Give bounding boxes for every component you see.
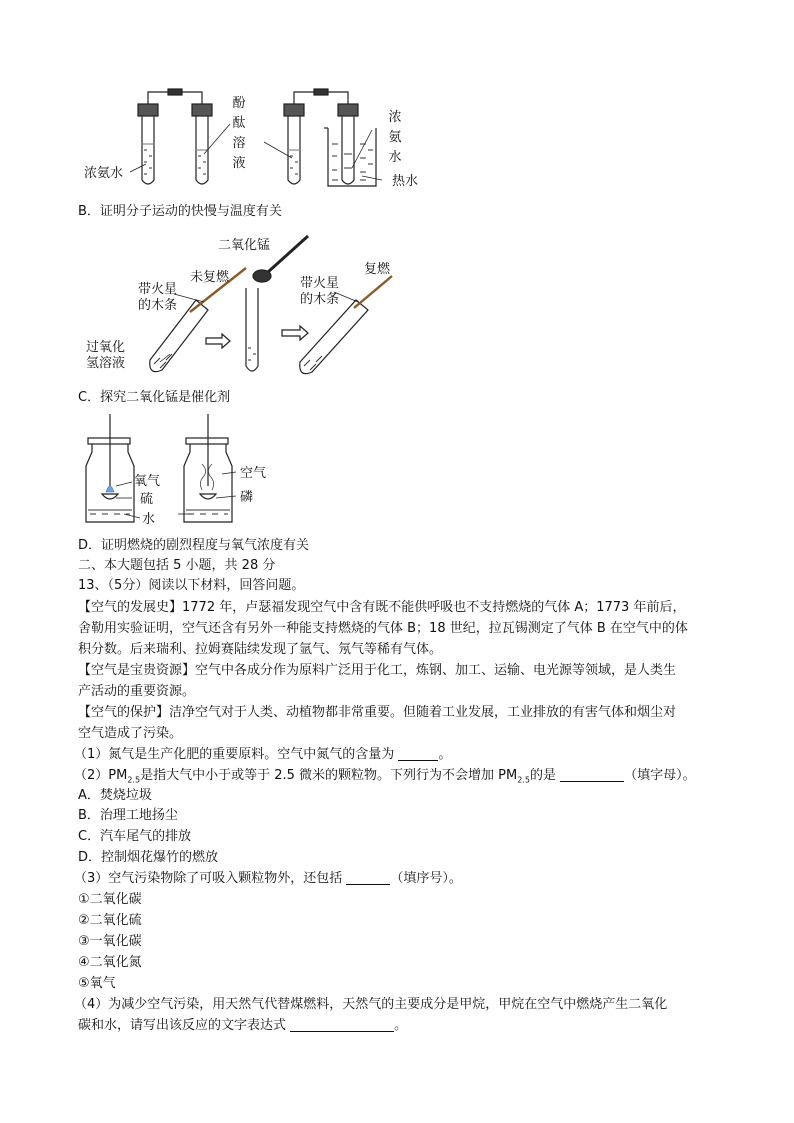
sub2-option: A．焚烧垃圾: [78, 788, 152, 803]
label-line: 的木条: [300, 292, 340, 307]
q13-sub2: [74, 766, 696, 791]
sub2-text-c: 的是: [529, 768, 556, 783]
label-sulfur: 硫: [140, 492, 154, 507]
sub3-option: ⑤氧气: [78, 976, 116, 991]
label-phenol-char: 酞: [232, 116, 246, 131]
q13-protection-line2: 空气造成了污染。: [78, 726, 183, 741]
q13-sub4-line1: （4）为减少空气污染，用天然气代替煤燃料，天然气的主要成分是甲烷，甲烷在空气中燃烧产生二氧化: [74, 997, 668, 1012]
sub2-option: C．汽车尾气的排放: [78, 829, 192, 844]
sub2-answer-blank[interactable]: [560, 767, 624, 782]
label-spark-splint-1: [138, 282, 177, 314]
q13-resource-line1: 【空气是宝贵资源】空气中各成分作为原料广泛用于化工，炼钢、加工、运输、电光源等领域，是人类生: [78, 663, 677, 678]
sub4-text: 碳和水，请写出该反应的文字表达式: [78, 1018, 287, 1033]
label-phenolphthalein: [232, 94, 246, 174]
label-conc-ammonia: [388, 108, 402, 168]
label-phenol-char: 液: [232, 156, 246, 171]
option-d: D．证明燃烧的剧烈程度与氧气浓度有关: [78, 538, 310, 553]
label-hot-water: 热水: [392, 174, 419, 189]
q13-protection-line1: 【空气的保护】洁净空气对于人类、动植物都非常重要。但随着工业发展，工业排放的有害气体和烟尘对: [78, 705, 677, 720]
sub3-option: ③一氧化碳: [78, 934, 142, 949]
sub3-option: ①二氧化碳: [78, 892, 142, 907]
q13-history-line2: 舍勒用实验证明，空气还含有另外一种能支持燃烧的气体 B；18 世纪，拉瓦锡测定了气体 B 在空气中的体: [78, 621, 688, 636]
label-water: 水: [142, 512, 156, 527]
q13-history-line1: 【空气的发展史】1772 年，卢瑟福发现空气中含有既不能供呼吸也不支持燃烧的气体 A；1773 年前后，: [78, 600, 686, 615]
label-phosphorus: 磷: [240, 490, 254, 505]
q13-sub1: [74, 745, 451, 765]
label-line: 过氧化: [86, 340, 126, 355]
label-phenol-char: 溶: [232, 136, 246, 151]
right-liquid-dashes: [290, 144, 373, 180]
label-mno2: 二氧化锰: [218, 238, 271, 253]
sub4-end: 。: [394, 1018, 408, 1033]
sub4-answer-blank[interactable]: [290, 1017, 394, 1032]
sub2-text-b: 是指大气中小于或等于 2.5 微米的颗粒物。下列行为不会增加 PM: [140, 768, 518, 783]
sub2-option: B．治理工地扬尘: [78, 808, 178, 823]
label-line: 氢溶液: [86, 356, 126, 371]
sub1-text: （1）氮气是生产化肥的重要原料。空气中氮气的含量为: [74, 747, 395, 762]
pm-subscript: 2.5: [127, 775, 141, 785]
sub2-end: （填字母）。: [624, 768, 696, 783]
label-not-relit: 未复燃: [190, 270, 230, 285]
label-ammonia2-char: 氨: [388, 130, 402, 145]
label-line: 带火星: [300, 276, 340, 291]
option-c: C．探究二氧化锰是催化剂: [78, 390, 231, 405]
label-ammonia2-char: 水: [388, 150, 402, 165]
section-heading: 二、本大题包括 5 小题，共 28 分: [78, 558, 276, 573]
right-tube-pair: [284, 89, 376, 186]
option-b: B．证明分子运动的快慢与温度有关: [78, 204, 282, 219]
q13-history-line3: 积分数。后来瑞利、拉姆赛陆续发现了氩气、氖气等稀有气体。: [78, 642, 443, 657]
left-tube-pair: [138, 89, 212, 184]
sub3-text: （3）空气污染物除了可吸入颗粒物外，还包括: [74, 871, 343, 886]
sub1-answer-blank[interactable]: [398, 746, 438, 761]
label-ammonia: 浓氨水: [84, 166, 124, 181]
label-line: 带火星: [138, 282, 178, 297]
label-relit: 复燃: [364, 262, 391, 277]
sub2-option: D．控制烟花爆竹的燃放: [78, 850, 219, 865]
label-line: 的木条: [138, 298, 178, 313]
sub3-answer-blank[interactable]: [346, 870, 390, 885]
label-air: 空气: [240, 466, 267, 481]
sub2-text-a: （2）PM: [74, 768, 128, 783]
q13-intro: 13、（5分）阅读以下材料，回答问题。: [78, 578, 305, 593]
label-phenol-char: 酚: [232, 96, 246, 111]
sub1-end: 。: [438, 747, 452, 762]
q13-sub4-line2: [78, 1016, 407, 1036]
q13-sub3: [74, 869, 462, 889]
figure-c-apparatus: [130, 230, 450, 380]
sub3-end: （填序号）。: [390, 871, 462, 886]
label-oxygen: 氧气: [134, 474, 161, 489]
sub3-option: ④二氧化氮: [78, 955, 142, 970]
label-ammonia2-char: 浓: [388, 110, 402, 125]
pm-subscript: 2.5: [517, 775, 530, 785]
q13-resource-line2: 产活动的重要资源。: [78, 684, 196, 699]
left-liquid-dashes: [144, 150, 206, 174]
label-h2o2: [86, 340, 125, 372]
sub3-option: ②二氧化硫: [78, 913, 142, 928]
label-spark-splint-2: [300, 276, 339, 308]
